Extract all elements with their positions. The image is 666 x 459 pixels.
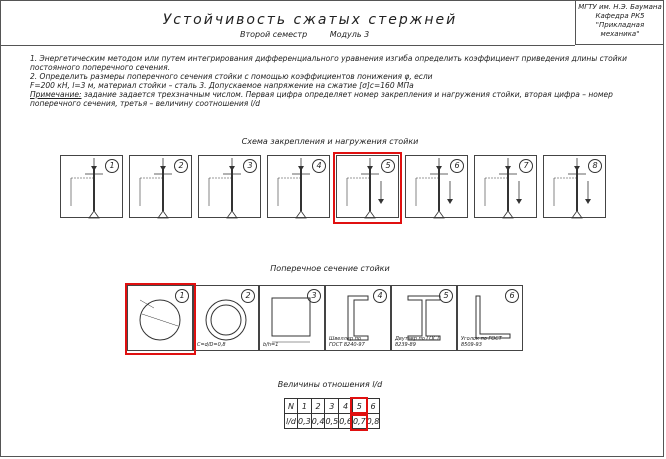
note-text: задание задается трехзначным числом. Первая цифра определяет номер закрепления и нагружения стойки, вторая цифра – номер поперечного сечения, третья – величину соотношения l/d (30, 90, 613, 108)
ratio-header-cell: N (285, 399, 298, 414)
subtitle (240, 30, 389, 39)
section-number: 5 (439, 289, 453, 303)
ratio-value-cell: 0,3 (298, 414, 312, 429)
section-number: 4 (373, 289, 387, 303)
schemes-caption: Схема закрепления и нагружения стойки (241, 137, 419, 146)
sections-caption: Поперечное сечение стойки (270, 264, 390, 273)
ratio-header-row (285, 399, 380, 414)
ratio-value-cell: 0,7 (352, 414, 366, 429)
scheme-number: 2 (174, 159, 188, 173)
stamp-line-2: Кафедра РК5 (595, 12, 645, 20)
ratio-caption: Величины отношения l/d (277, 380, 383, 389)
header-divider (0, 45, 575, 46)
ratio-header-cell: 4 (339, 399, 353, 414)
section-label: b/h=1 (263, 342, 279, 348)
scheme-cell-6 (405, 155, 468, 218)
section-number: 2 (241, 289, 255, 303)
ratio-value-cell: 0,6 (339, 414, 353, 429)
ratio-value-cell: 0,5 (325, 414, 339, 429)
task-item-1: 1. Энергетическим методом или путем интегрирования дифференциального уравнения изгиба определить коэффициент приведения длины стойки постоянного поперечного сечения. (30, 54, 628, 72)
section-number: 6 (505, 289, 519, 303)
section-cell-2 (193, 285, 259, 351)
section-label: Двутавр по ГОСТ 8239-89 (395, 336, 440, 348)
task-item-3: F=200 кН, l=3 м, материал стойки – сталь 3. Допускаемое напряжение на сжатие [σ]с=160 МПа (30, 81, 414, 90)
task-text (30, 54, 630, 108)
ratio-header-cell: 3 (325, 399, 339, 414)
scheme-cell-8 (543, 155, 606, 218)
semester-label: Второй семестр (240, 30, 308, 39)
ratio-header-cell: 1 (298, 399, 312, 414)
scheme-highlight (333, 152, 402, 224)
section-label: Уголок по ГОСТ 8509-93 (461, 336, 502, 348)
scheme-number: 4 (312, 159, 326, 173)
scheme-cell-3 (198, 155, 261, 218)
scheme-cell-2 (129, 155, 192, 218)
ratio-value-cell: l/d (285, 414, 298, 429)
section-label: C=d/D=0,8 (197, 342, 226, 348)
scheme-number: 5 (381, 159, 395, 173)
ratio-table (284, 398, 380, 429)
page-title: Устойчивость сжатых стержней (162, 12, 458, 28)
stamp-line-1: МГТУ им. Н.Э. Баумана (578, 3, 662, 11)
stamp-line-3: "Прикладная механика" (595, 21, 645, 38)
section-cell-5 (391, 285, 457, 351)
ratio-values-row (285, 414, 380, 429)
scheme-number: 8 (588, 159, 602, 173)
section-highlight (125, 283, 196, 355)
task-item-2: 2. Определить размеры поперечного сечения стойки с помощью коэффициентов понижения φ, если (30, 72, 433, 81)
ratio-header-cell: 6 (366, 399, 380, 414)
task-note (30, 90, 630, 108)
ratio-value-cell: 0,8 (366, 414, 380, 429)
module-label: Модуль 3 (329, 30, 370, 39)
scheme-cell-4 (267, 155, 330, 218)
scheme-number: 3 (243, 159, 257, 173)
scheme-number: 1 (105, 159, 119, 173)
ratio-value-cell: 0,4 (311, 414, 325, 429)
scheme-number: 6 (450, 159, 464, 173)
note-label: Примечание: (30, 90, 82, 99)
section-cell-3 (259, 285, 325, 351)
section-number: 1 (175, 289, 189, 303)
section-number: 3 (307, 289, 321, 303)
section-cell-6 (457, 285, 523, 351)
scheme-cell-1 (60, 155, 123, 218)
ratio-header-cell: 5 (352, 399, 366, 414)
section-cell-4 (325, 285, 391, 351)
title-stamp (575, 0, 664, 45)
section-label: Швеллер по ГОСТ 8240-97 (329, 336, 365, 348)
scheme-cell-7 (474, 155, 537, 218)
ratio-header-cell: 2 (311, 399, 325, 414)
scheme-number: 7 (519, 159, 533, 173)
